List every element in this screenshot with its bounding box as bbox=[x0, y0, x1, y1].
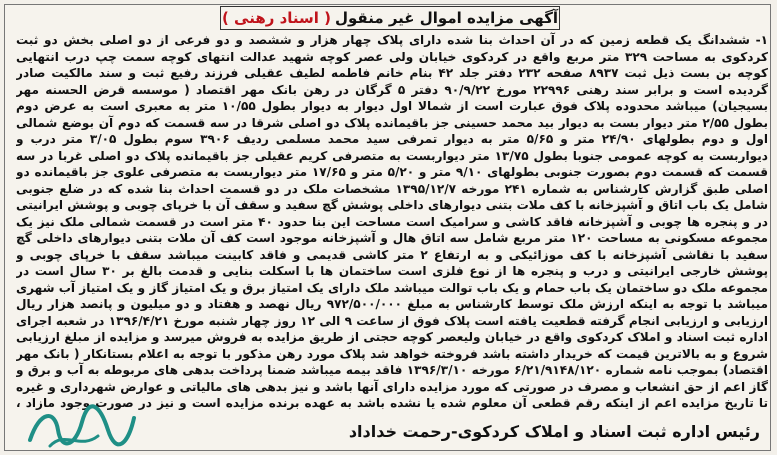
notice-title-sub: ( اسناد رهنی ) bbox=[221, 9, 331, 27]
notice-title-main: آگهی مزایده اموال غیر منقول bbox=[335, 9, 559, 27]
notice-signature: رئیس اداره ثبت اسناد و املاک کردکوی-رحمت خداداد bbox=[348, 422, 760, 441]
handwritten-mark bbox=[20, 400, 140, 452]
notice-title bbox=[220, 6, 560, 30]
notice-body: ۱- ششدانگ یک قطعه زمین که در آن احداث بنا شده دارای پلاک چهار هزار و ششصد و دو فرعی از دو اصلی بخش دو ثبت کردکوی به مساحت ۳۲۹ متر مربع واقع در کردکوی خیابان ولی عصر کوچه شهید عدالت انتهای کوچه سمت چپ درب انتهایی کوچه بن بست ذیل ثبت ۸۹۳۷ صفحه ۲۳۲ دفتر جلد ۴۲ بنام خانم فاطمه لطیف عقیلی فرزند رفیع ثبت و سند مالکیت صادر گردیده است و برابر سند رهنی ۲۲۹۹۶ مورخ ۹۰/۹/۲۲ دفتر ۵ گرگان در رهن بانک مهر اقتصاد ( موسسه قرض الحسنه مهر بسیجیان) میباشد محدوده پلاک فوق عبارت است از شمالا اول دیوار به دیوار بطول ۱۰/۵۵ متر به معبری است به عرض دوم بطول ۲/۵۵ متر دیوار بست به دیوار بید محمد حسینی جز باقیمانده پلاک دو اصلی شرقا در سه قسمت که دوم آن بوضع شمالی اول و دوم بطولهای ۲۴/۹۰ متر و ۵/۶۵ متر به دیوار تمرفی سید محمد مسلمی ردیف ۳۹۰۶ سوم بطول ۳/۰۵ متر درب و دیواربست به کوچه عمومی جنوبا بطول ۱۳/۷۵ متر دیواربست به متصرفی کریم عقیلی جز باقیمانده پلاک دو اصلی غربا در سه قسمت که قسمت دوم بصورت جنوبی بطولهای ۹/۱۰ متر و ۵/۲۰ متر و ۱۷/۶۵ متر دیواربست به متصرفی علوی جز باقیمانده دو اصلی طبق گزارش کارشناس به شماره ۲۴۱ مورخه ۱۳۹۵/۱۲/۷ مشخصات ملک در دو قسمت احداث بنا شده که در ضلع جنوبی شامل یک باب اتاق و آشپزخانه با کف ملات بتنی دیوارهای داخلی پوشش گچ سفید و سقف آن با خرپای چوبی و پوشش ایرانیتی در و پنجره ها چوبی و آشپزخانه فاقد کاشی و سرامیک است مساحت این بنا حدود ۴۰ متر است در قسمت شمالی ملک نیز یک مجموعه مسکونی به مساحت ۱۲۰ متر مربع شامل سه اتاق هال و آشپزخانه موجود است کف آن ملات بتنی دیوارهای داخلی گچ سفید با نقاشی آشپزخانه با کف موزائیکی و به ارتفاع ۲ متر کاشی قدیمی و فاقد کابینت میباشد سقف با خرپای چوبی و پوشش خارجی ایرانیتی و درب و پنجره ها از نوع فلزی است ساختمان ها با اسکلت بنایی و قدمت بالغ بر ۳۰ سال است در مجموعه ملک دو ساختمان یک باب حمام و یک باب توالت میباشد ملک دارای یک امتیاز برق و یک امتیاز گاز و یک امتیاز آب شهری میباشد با توجه به اینکه ارزش ملک توسط کارشناس به مبلغ ۹۷۲/۵۰۰/۰۰۰ ریال نهصد و هفتاد و دو میلیون و پانصد هزار ریال ارزیابی و ارزیابی انجام گرفته قطعیت یافته است پلاک فوق از ساعت ۹ الی ۱۲ روز چهار شنبه مورخ ۱۳۹۶/۴/۲۱ در شعبه اجرای اداره ثبت اسناد و املاک کردکوی واقع در خیابان ولیعصر کوچه حجتی از طریق مزایده به فروش میرسد و مزایده از مبلغ ارزیابی شروع و به بالاترین قیمت که خریدار داشته باشد فروخته خواهد شد پلاک مورد رهن مذکور با توجه به اعلام بستانکار ( بانک مهر اقتصاد) بموجب نامه شماره ۶/۲۱/۹۱۴۸/۱۲۰ مورخه ۱۳۹۶/۳/۱۰ فاقد بیمه میباشد ضمنا پرداخت بدهی های مربوطه به آب و برق و گاز اعم از حق انشعاب و مصرف در صورتی که مورد مزایده دارای آنها باشد و نیز بدهی های مالیاتی و عوارض شهرداری و غیره تا تاریخ مزایده اعم از اینکه رقم قطعی آن معلوم شده یا نشده باشد به عهده برنده مزایده است و نیز در صورت وجود مازاد ، bbox=[16, 33, 768, 410]
